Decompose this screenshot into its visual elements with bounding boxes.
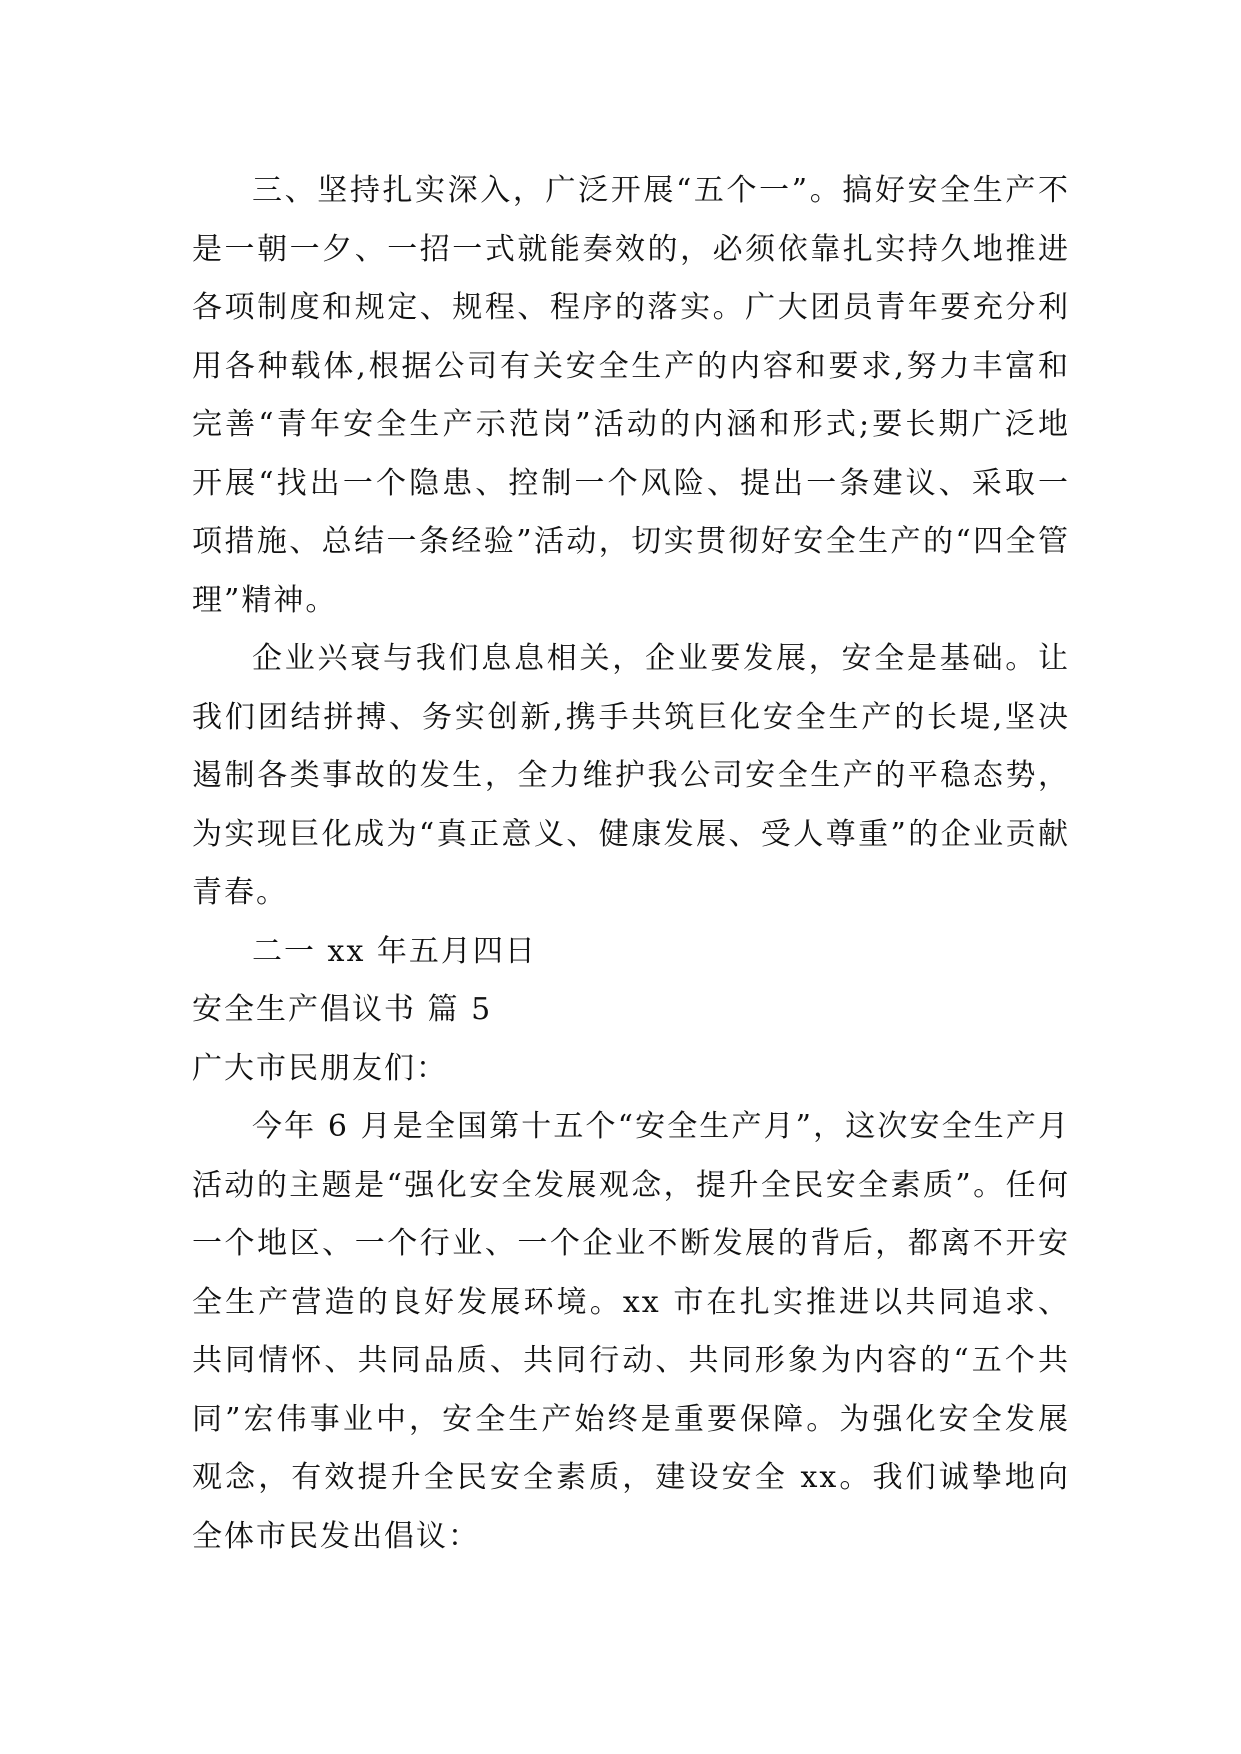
date-line: 二一 xx 年五月四日 <box>252 933 537 969</box>
body-paragraph: 今年 6 月是全国第十五个“安全生产月”，这次安全生产月活动的主题是“强化安全发展观念，提升全民安全素质”。任何一个地区、一个行业、一个企业不断发展的背后，都离不开安全生产营造的良好发展环境。xx 市在扎实推进以共同追求、共同情怀、共同品质、共同行动、共同形象为内容的“五个共同”宏伟事业中，安全生产始终是重要保障。为强化安全发展观念，有效提升全民安全素质，建设安全 xx。我们诚挚地向全体市民发出倡议： <box>192 1109 1070 1554</box>
document-body <box>192 162 1070 1566</box>
closing-paragraph: 企业兴衰与我们息息相关，企业要发展，安全是基础。让我们团结拼搏、务实创新,携手共筑巨化安全生产的长堤,坚决遏制各类事故的发生，全力维护我公司安全生产的平稳态势，为实现巨化成为“真正意义、健康发展、受人尊重”的企业贡献青春。 <box>192 641 1070 910</box>
paragraph-three: 三、坚持扎实深入，广泛开展“五个一”。搞好安全生产不是一朝一夕、一招一式就能奏效的，必须依靠扎实持久地推进各项制度和规定、规程、程序的落实。广大团员青年要充分利用各种载体,根据公司有关安全生产的内容和要求,努力丰富和完善“青年安全生产示范岗”活动的内涵和形式;要长期广泛地开展“找出一个隐患、控制一个风险、提出一条建议、采取一项措施、总结一条经验”活动，切实贯彻好安全生产的“四全管理”精神。 <box>192 173 1070 618</box>
salutation: 广大市民朋友们： <box>192 1050 448 1086</box>
section-title: 安全生产倡议书 篇 5 <box>192 992 493 1027</box>
